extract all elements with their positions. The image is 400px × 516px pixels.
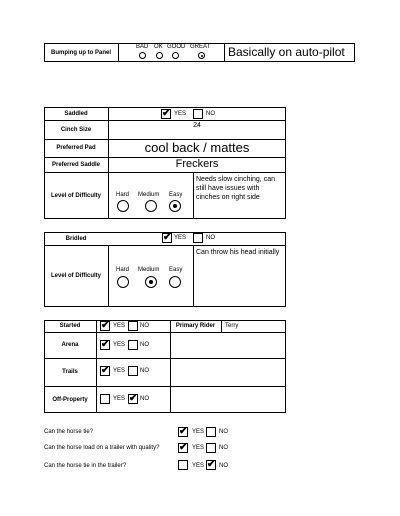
bridled-yes-checkbox[interactable] — [162, 233, 172, 243]
off-property-no-label: NO — [140, 396, 149, 402]
cinch-size-label: Cinch Size — [60, 126, 92, 133]
panel-option-label: GREAT — [190, 44, 211, 50]
panel-option-label: BAD — [136, 44, 149, 50]
saddled-difficulty-hard-radio[interactable] — [117, 200, 129, 212]
started-no-checkbox[interactable] — [128, 321, 138, 331]
difficulty-option-label: Easy — [169, 267, 183, 273]
panel-note: Basically on auto-pilot — [228, 45, 345, 59]
trailer-tie-yes-label: YES — [192, 463, 205, 469]
tie-no-label: NO — [219, 429, 228, 435]
saddled-difficulty-medium-radio[interactable] — [145, 200, 157, 212]
bridled-label: Bridled — [65, 235, 87, 242]
started-yes-label: YES — [113, 323, 126, 329]
off-property-no-checkbox[interactable] — [128, 394, 138, 404]
started-label: Started — [59, 323, 81, 329]
question-text: Can the horse load on a trailer with quality? — [44, 445, 160, 451]
saddled-yes-checkbox[interactable] — [161, 109, 171, 119]
bridled-difficulty-note: Can throw his head initially — [196, 249, 280, 256]
saddled-no-checkbox[interactable] — [193, 109, 203, 119]
trailer-tie-no-checkbox[interactable] — [206, 460, 216, 470]
started-yes-checkbox[interactable] — [100, 321, 110, 331]
arena-yes-label: YES — [113, 342, 126, 348]
bridled-difficulty-label: Level of Difficulty — [50, 273, 101, 279]
trails-no-label: NO — [140, 368, 149, 374]
bridled-no-checkbox[interactable] — [193, 233, 203, 243]
saddled-no-label: NO — [206, 111, 215, 117]
off-property-yes-label: YES — [113, 396, 126, 402]
tie-yes-checkbox[interactable] — [178, 427, 188, 437]
difficulty-option-label: Medium — [138, 192, 160, 198]
off-property-yes-checkbox[interactable] — [100, 394, 110, 404]
tie-yes-label: YES — [192, 429, 205, 435]
tie-no-checkbox[interactable] — [206, 427, 216, 437]
preferred-saddle-label: Preferred Saddle — [51, 161, 101, 168]
question-text: Can the horse tie in the trailer? — [44, 463, 127, 469]
trailer-load-yes-label: YES — [192, 445, 205, 451]
panel-radio-good[interactable] — [172, 52, 179, 59]
bridled-yes-label: YES — [174, 235, 187, 241]
trailer-load-no-label: NO — [219, 445, 228, 451]
panel-option-label: OK — [154, 44, 163, 50]
difficulty-option-label: Easy — [169, 192, 183, 198]
trailer-load-no-checkbox[interactable] — [206, 443, 216, 453]
difficulty-option-label: Hard — [116, 192, 130, 198]
cinch-size-value: 24 — [193, 122, 201, 129]
primary-rider-value: Terry — [225, 323, 239, 329]
arena-label: Arena — [61, 342, 79, 348]
difficulty-option-label: Hard — [116, 267, 130, 273]
bridled-difficulty-hard-radio[interactable] — [117, 276, 129, 288]
panel-label: Bumping up to Panel — [44, 43, 119, 62]
bridled-no-label: NO — [206, 235, 215, 241]
bridled-difficulty-easy-radio[interactable] — [169, 276, 181, 288]
saddled-difficulty-label: Level of Difficulty — [50, 192, 101, 199]
arena-yes-checkbox[interactable] — [100, 340, 110, 350]
bridled-difficulty-medium-radio[interactable] — [145, 276, 157, 288]
started-no-label: NO — [140, 323, 149, 329]
preferred-saddle-value: Freckers — [175, 158, 219, 170]
panel-option-label: GOOD — [167, 44, 186, 50]
panel-radio-ok[interactable] — [156, 52, 163, 59]
panel-rating-group — [119, 43, 225, 62]
saddled-label: Saddled — [64, 110, 88, 117]
panel-radio-bad[interactable] — [139, 52, 146, 59]
trails-yes-checkbox[interactable] — [100, 366, 110, 376]
trails-label: Trails — [62, 369, 78, 375]
saddled-yes-label: YES — [174, 111, 187, 117]
question-text: Can the horse tie? — [44, 429, 94, 435]
trails-no-checkbox[interactable] — [128, 366, 138, 376]
preferred-pad-value: cool back / mattes — [144, 140, 250, 155]
trailer-load-yes-checkbox[interactable] — [178, 443, 188, 453]
trailer-tie-no-label: NO — [219, 463, 228, 469]
arena-no-checkbox[interactable] — [128, 340, 138, 350]
difficulty-option-label: Medium — [138, 267, 160, 273]
panel-radio-great[interactable] — [198, 52, 205, 59]
arena-no-label: NO — [140, 342, 149, 348]
off-property-label: Off-Property — [52, 396, 88, 403]
saddled-difficulty-easy-radio[interactable] — [169, 200, 181, 212]
trails-yes-label: YES — [113, 368, 126, 374]
saddled-difficulty-note: Needs slow cinching, can still have issues with cinches on right side — [196, 176, 275, 201]
primary-rider-label: Primary Rider — [175, 323, 216, 329]
trailer-tie-yes-checkbox[interactable] — [178, 460, 188, 470]
preferred-pad-label: Preferred Pad — [56, 145, 96, 151]
